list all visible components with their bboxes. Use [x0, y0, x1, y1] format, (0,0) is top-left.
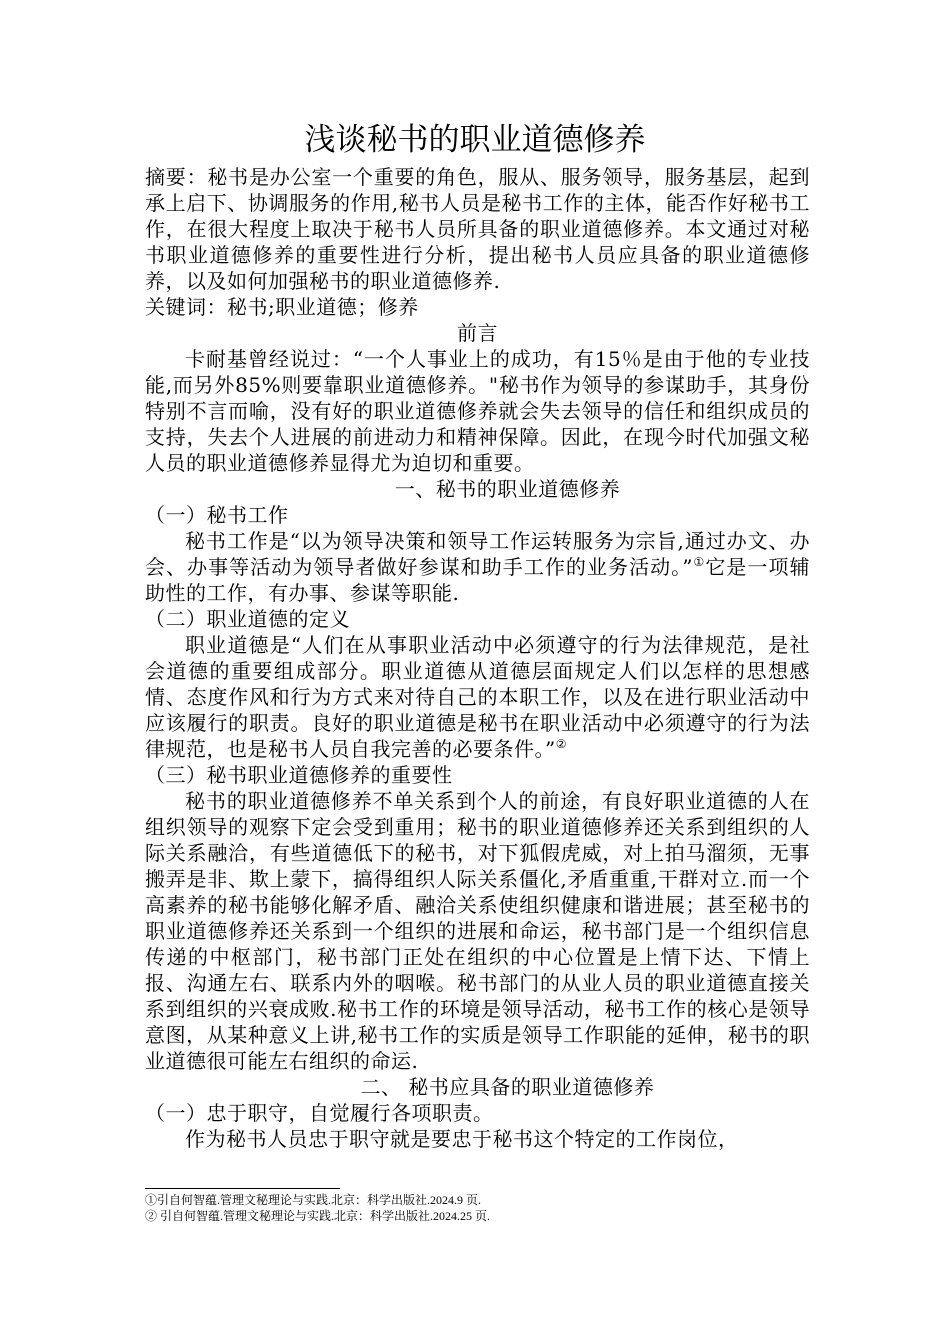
subsection-1-1-heading: （一）秘书工作 — [145, 503, 289, 527]
section-1-heading: 一、秘书的职业道德修养 — [394, 477, 621, 501]
subsection-2-1-paragraph: 作为秘书人员忠于职守就是要忠于秘书这个特定的工作岗位， — [185, 1127, 739, 1151]
page-title: 浅谈秘书的职业道德修养 — [304, 122, 646, 158]
subsection-1-1-paragraph — [145, 528, 810, 606]
paragraph-text: 秘书工作是“以为领导决策和领导工作运转服务为宗旨,通过办文、办会、办事等活动为领导者做好参谋和助手工作的业务活动。” — [145, 529, 810, 579]
subsection-1-2-heading: （二）职业道德的定义 — [145, 607, 350, 631]
paragraph-text: 职业道德是“人们在从事职业活动中必须遵守的行为法律规范，是社会道德的重要组成部分。职业道德从道德层面规定人们以怎样的思想感情、态度作风和行为方式来对待自己的本职工作，以及在进行职业活动中应该履行的职责。良好的职业道德是秘书在职业活动中必须遵守的行为法律规范，也是秘书人员自我完善的必要条件。” — [145, 633, 810, 761]
footnote-1: ①引自何智蕴.管理文秘理论与实践.北京：科学出版社.2024.9 页. — [145, 1193, 482, 1207]
keywords: 关键词：秘书;职业道德；修养 — [145, 295, 419, 319]
footnote-2: ② 引自何智蕴.管理文秘理论与实践.北京：科学出版社.2024.25 页. — [145, 1209, 491, 1223]
subsection-1-3-paragraph: 秘书的职业道德修养不单关系到个人的前途，有良好职业道德的人在组织领导的观察下定会受到重用；秘书的职业道德修养还关系到组织的人际关系融洽，有些道德低下的秘书，对下狐假虎威，对上拍马溜须，无事搬弄是非、欺上蒙下，搞得组织人际关系僵化,矛盾重重,干群对立.而一个高素养的秘书能够化解矛盾、融洽关系使组织健康和谐进展；甚至秘书的职业道德修养还关系到一个组织的进展和命运，秘书部门是一个组织信息传递的中枢部门，秘书部门正处在组织的中心位置是上情下达、下情上报、沟通左右、联系内外的咽喉。秘书部门的从业人员的职业道德直接关系到组织的兴衰成败.秘书工作的环境是领导活动，秘书工作的核心是领导意图，从某种意义上讲,秘书工作的实质是领导工作职能的延伸，秘书的职业道德很可能左右组织的命运. — [145, 789, 810, 1073]
preface-paragraph: 卡耐基曾经说过：“一个人事业上的成功，有15％是由于他的专业技能,而另外85%则要靠职业道德修养。"秘书作为领导的参谋助手，其身份特别不言而喻，没有好的职业道德修养就会失去领导的信任和组织成员的支持，失去个人进展的前进动力和精神保障。因此，在现今时代加强文秘人员的职业道德修养显得尤为迫切和重要。 — [145, 347, 810, 475]
preface-heading: 前言 — [457, 321, 498, 345]
footnotes — [145, 1188, 810, 1224]
footnote-ref-1[interactable]: ① — [692, 555, 706, 569]
document-body — [145, 164, 810, 1152]
section-2-heading: 二、 秘书应具备的职业道德修养 — [360, 1075, 655, 1099]
paragraph-text-cont: 它是一项辅助性的工作，有办事、参谋等职能. — [145, 555, 810, 605]
footnote-ref-2[interactable]: ② — [555, 737, 567, 751]
footnote-divider — [145, 1188, 340, 1189]
abstract: 摘要：秘书是办公室一个重要的角色，服从、服务领导，服务基层，起到承上启下、协调服务的作用,秘书人员是秘书工作的主体，能否作好秘书工作，在很大程度上取决于秘书人员所具备的职业道德修养。本文通过对秘书职业道德修养的重要性进行分析，提出秘书人员应具备的职业道德修养，以及如何加强秘书的职业道德修养. — [145, 165, 810, 293]
subsection-1-3-heading: （三）秘书职业道德修养的重要性 — [145, 763, 453, 787]
subsection-2-1-heading: （一）忠于职守，自觉履行各项职责。 — [145, 1101, 494, 1125]
subsection-1-2-paragraph — [145, 632, 810, 762]
